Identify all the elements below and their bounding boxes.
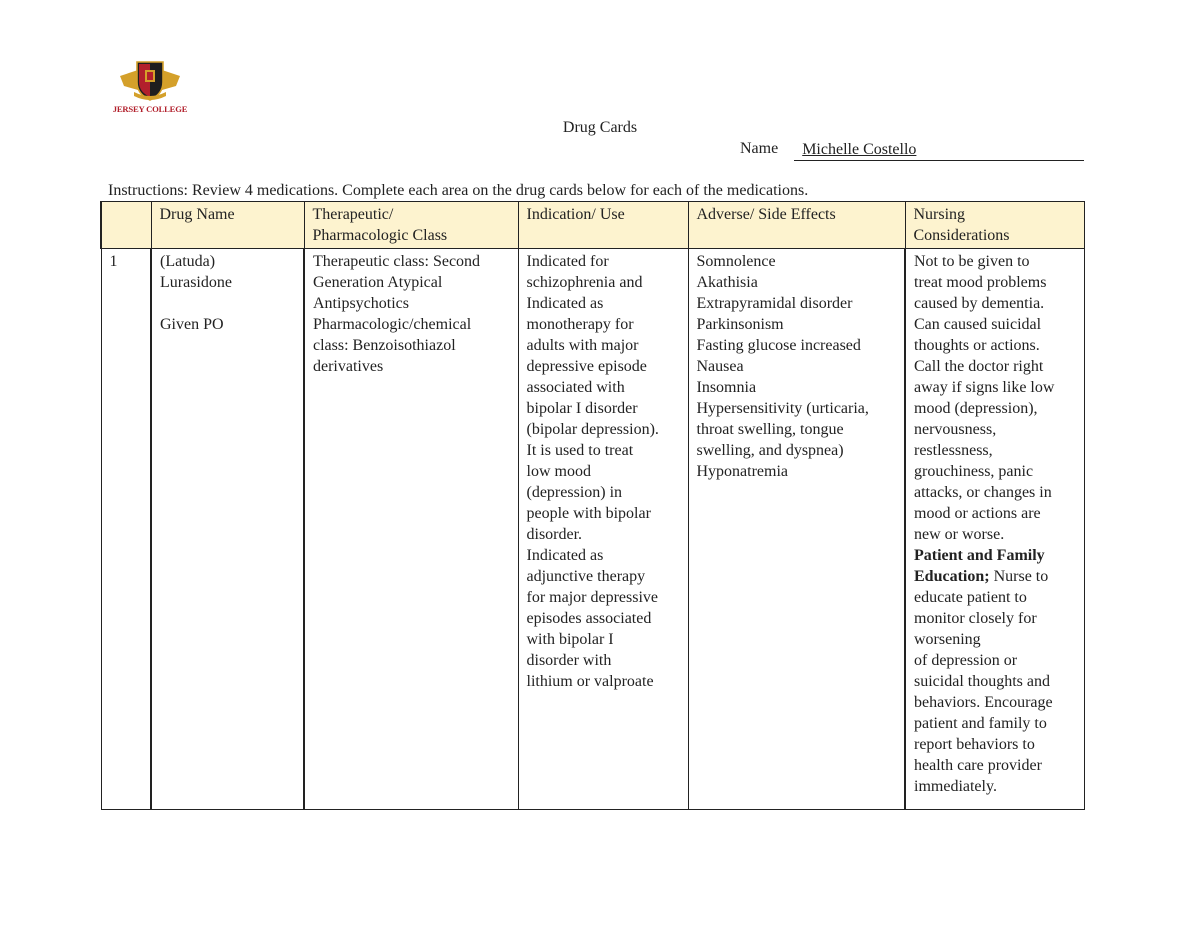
- nursing-line: educate patient to: [914, 589, 1027, 606]
- indication-line: episodes associated: [526, 610, 652, 627]
- nursing-line: mood or actions are: [914, 505, 1041, 522]
- nursing-line: grouchiness, panic: [914, 463, 1034, 480]
- indication-line: bipolar I disorder: [526, 400, 638, 417]
- nursing-line: report behaviors to: [914, 736, 1035, 753]
- header-line: Nursing: [913, 206, 966, 223]
- adverse-line: Hypersensitivity (urticaria,: [696, 400, 869, 417]
- header-line: Considerations: [913, 227, 1010, 244]
- drug-name-line: Given PO: [160, 316, 224, 333]
- education-heading: Patient and Family: [914, 547, 1045, 564]
- indication-cell: [518, 249, 688, 810]
- header-drug-name: Drug Name: [151, 202, 304, 249]
- nursing-line: attacks, or changes in: [914, 484, 1052, 501]
- header-line: Pharmacologic Class: [312, 227, 448, 244]
- indication-line: Indicated for: [526, 253, 609, 270]
- indication-line: adjunctive therapy: [526, 568, 646, 585]
- indication-line: disorder with: [526, 652, 612, 669]
- header-adverse-effects: Adverse/ Side Effects: [688, 202, 905, 249]
- nursing-line: treat mood problems: [914, 274, 1047, 291]
- indication-line: depressive episode: [526, 358, 647, 375]
- adverse-line: Somnolence: [696, 253, 776, 270]
- indication-line: associated with: [526, 379, 625, 396]
- education-heading-cont: Education;: [914, 568, 990, 585]
- indication-line: for major depressive: [526, 589, 659, 606]
- adverse-line: swelling, and dyspnea): [696, 442, 844, 459]
- indication-line: with bipolar I: [526, 631, 614, 648]
- nursing-line: nervousness,: [914, 421, 997, 438]
- drug-name-cell: [151, 249, 304, 810]
- class-line: Pharmacologic/chemical: [313, 316, 472, 333]
- header-indication: Indication/ Use: [518, 202, 688, 249]
- logo-wordmark: JERSEY COLLEGE: [112, 104, 188, 114]
- drug-name-line: (Latuda): [160, 253, 216, 270]
- header-number: [101, 202, 151, 249]
- indication-line: Indicated as: [526, 547, 604, 564]
- indication-line: low mood: [526, 463, 591, 480]
- nursing-line: suicidal thoughts and: [914, 673, 1050, 690]
- header-nursing-considerations: [905, 202, 1084, 249]
- adverse-effects-cell: [688, 249, 905, 810]
- indication-line: lithium or valproate: [526, 673, 654, 690]
- class-line: class: Benzoisothiazol: [313, 337, 456, 354]
- crest-wing-left-icon: [120, 70, 138, 90]
- class-cell: [304, 249, 518, 810]
- crest-wing-right-icon: [162, 70, 180, 90]
- education-heading-line: [914, 566, 1076, 587]
- header-line: Therapeutic/: [312, 206, 394, 223]
- class-line: Antipsychotics: [313, 295, 409, 312]
- adverse-line: Insomnia: [696, 379, 757, 396]
- indication-line: (bipolar depression).: [526, 421, 659, 438]
- nursing-line: of depression or: [914, 652, 1018, 669]
- nursing-line: thoughts or actions.: [914, 337, 1040, 354]
- indication-line: (depression) in: [526, 484, 623, 501]
- nursing-line: patient and family to: [914, 715, 1047, 732]
- header-therapeutic-class: [304, 202, 518, 249]
- adverse-line: Extrapyramidal disorder: [696, 295, 853, 312]
- name-label: Name: [740, 140, 779, 157]
- nursing-line: new or worse.: [914, 526, 1005, 543]
- nursing-line: behaviors. Encourage: [914, 694, 1053, 711]
- table-header-row: [101, 202, 1084, 249]
- indication-line: disorder.: [526, 526, 583, 543]
- adverse-line: Nausea: [696, 358, 744, 375]
- nursing-line: restlessness,: [914, 442, 993, 459]
- indication-line: monotherapy for: [526, 316, 634, 333]
- row-number: 1: [101, 249, 151, 810]
- nursing-line: monitor closely for: [914, 610, 1037, 627]
- adverse-line: Akathisia: [696, 274, 758, 291]
- nursing-line: Call the doctor right: [914, 358, 1044, 375]
- adverse-line: Hyponatremia: [696, 463, 789, 480]
- indication-line: adults with major: [526, 337, 639, 354]
- education-text: Nurse to: [989, 568, 1049, 585]
- indication-line: schizophrenia and: [526, 274, 643, 291]
- indication-line: It is used to treat: [526, 442, 634, 459]
- drug-name-line: Lurasidone: [160, 274, 232, 291]
- spacer: [160, 293, 295, 314]
- nursing-line: health care provider: [914, 757, 1042, 774]
- name-value: Michelle Costello: [794, 140, 1084, 161]
- adverse-line: Parkinsonism: [696, 316, 784, 333]
- nursing-considerations-cell: [905, 249, 1084, 810]
- nursing-line: caused by dementia.: [914, 295, 1045, 312]
- nursing-line: worsening: [914, 631, 981, 648]
- nursing-line: mood (depression),: [914, 400, 1038, 417]
- adverse-line: Fasting glucose increased: [696, 337, 861, 354]
- indication-line: people with bipolar: [526, 505, 651, 522]
- nursing-line: away if signs like low: [914, 379, 1055, 396]
- indication-line: Indicated as: [526, 295, 604, 312]
- drug-card-table: [100, 201, 1085, 810]
- instructions: Instructions: Review 4 medications. Complete each area on the drug cards below for each of the medications.: [108, 182, 809, 199]
- class-line: Therapeutic class: Second: [313, 253, 481, 270]
- class-line: Generation Atypical: [313, 274, 443, 291]
- nursing-line: Not to be given to: [914, 253, 1030, 270]
- nursing-line: Can caused suicidal: [914, 316, 1042, 333]
- name-row: [740, 140, 1084, 161]
- adverse-line: throat swelling, tongue: [696, 421, 844, 438]
- class-line: derivatives: [313, 358, 384, 375]
- document-title: Drug Cards: [562, 119, 638, 136]
- jersey-college-logo: [110, 56, 190, 116]
- table-row: [101, 249, 1084, 810]
- nursing-line: immediately.: [914, 778, 997, 795]
